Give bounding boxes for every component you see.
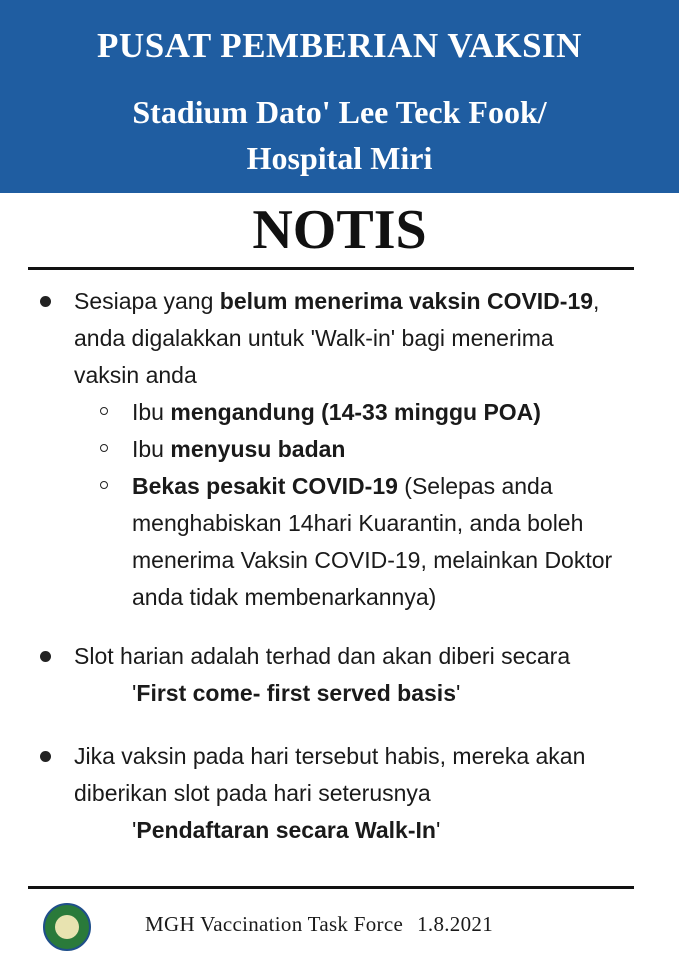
sub-item-1: Ibu mengandung (14-33 minggu POA) <box>40 394 640 431</box>
bottom-divider <box>28 886 634 889</box>
walk-in-quote: 'Pendaftaran secara Walk-In' <box>132 817 441 843</box>
header-banner <box>0 0 679 193</box>
bullet-1-line1: Sesiapa yang belum menerima vaksin COVID-19, <box>74 288 600 314</box>
bullet-dot-icon <box>40 296 51 307</box>
bullet-dot-icon <box>40 751 51 762</box>
bullet-1-line2: anda digalakkan untuk 'Walk-in' bagi menerima <box>74 325 554 351</box>
sub-bullet-circle-icon <box>100 407 108 415</box>
header-subtitle-line1: Stadium Dato' Lee Teck Fook/ <box>132 94 547 130</box>
notice-content <box>40 283 640 849</box>
bullet-item-3: Jika vaksin pada hari tersebut habis, mereka akan diberikan slot pada hari seterusnya 'Pendaftaran secara Walk-In' <box>40 738 640 849</box>
bullet-item-2: Slot harian adalah terhad dan akan diberi secara 'First come- first served basis' <box>40 638 640 712</box>
sub-bullet-circle-icon <box>100 481 108 489</box>
sub-item-3: Bekas pesakit COVID-19 (Selepas anda menghabiskan 14hari Kuarantin, anda boleh menerima Vaksin COVID-19, melainkan Doktor anda tidak membenarkannya) <box>40 468 640 616</box>
footer-text <box>145 912 493 937</box>
bullet-dot-icon <box>40 651 51 662</box>
notice-heading: NOTIS <box>252 199 427 261</box>
bullet-1-line3: vaksin anda <box>74 362 197 388</box>
first-come-quote: 'First come- first served basis' <box>132 680 461 706</box>
header-subtitle-line2: Hospital Miri <box>246 140 433 176</box>
sub-bullet-circle-icon <box>100 444 108 452</box>
header-title: PUSAT PEMBERIAN VAKSIN <box>97 26 582 65</box>
vaccination-task-force-logo-icon <box>43 903 91 951</box>
top-divider <box>28 267 634 270</box>
sub-item-2: Ibu menyusu badan <box>40 431 640 468</box>
footer-organization: MGH Vaccination Task Force <box>145 912 404 936</box>
bullet-item-1 <box>40 283 640 394</box>
footer-date: 1.8.2021 <box>417 912 493 936</box>
